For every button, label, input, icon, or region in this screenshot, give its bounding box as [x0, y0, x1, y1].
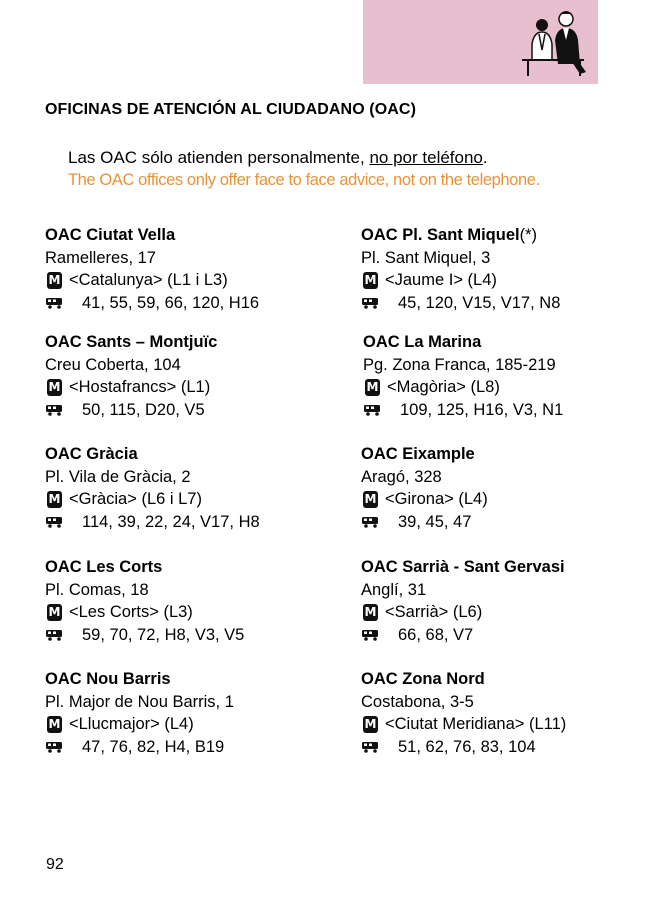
office-name: OAC Sarrià - Sant Gervasi — [361, 558, 565, 576]
metro-icon: M — [364, 273, 377, 287]
bus-row — [361, 292, 651, 315]
office-name-row — [45, 556, 335, 579]
office-address: Pl. Sant Miquel, 3 — [361, 248, 491, 267]
bus-lines: 51, 62, 76, 83, 104 — [398, 737, 536, 756]
metro-row — [45, 376, 335, 399]
bus-row — [45, 511, 335, 534]
office-name: OAC Zona Nord — [361, 670, 485, 688]
office-name: OAC Pl. Sant Miquel — [361, 226, 520, 244]
office-name: OAC Sants – Montjuïc — [45, 333, 218, 351]
office-block — [361, 443, 651, 533]
office-name: OAC Eixample — [361, 445, 475, 463]
bus-icon — [361, 516, 381, 528]
metro-station: <Sarrià> (L6) — [385, 603, 483, 621]
intro-spanish-suffix: . — [482, 148, 488, 167]
intro-spanish — [68, 148, 488, 168]
people-at-desk-illustration — [522, 10, 592, 78]
office-name: OAC La Marina — [363, 333, 482, 351]
bus-lines: 59, 70, 72, H8, V3, V5 — [82, 625, 245, 644]
office-name: OAC Gràcia — [45, 445, 138, 463]
bus-row — [45, 399, 335, 422]
office-name-row — [361, 224, 651, 247]
bus-lines: 45, 120, V15, V17, N8 — [398, 293, 561, 312]
metro-icon: M — [364, 605, 377, 619]
metro-icon: M — [48, 273, 61, 287]
office-block — [45, 443, 335, 533]
metro-icon: M — [364, 492, 377, 506]
metro-row — [45, 713, 335, 736]
metro-row — [361, 269, 651, 292]
metro-icon: M — [364, 717, 377, 731]
office-address: Pl. Major de Nou Barris, 1 — [45, 692, 234, 711]
office-name: OAC Ciutat Vella — [45, 226, 176, 244]
office-name: OAC Nou Barris — [45, 670, 171, 688]
office-name-row — [361, 443, 651, 466]
metro-icon: M — [48, 492, 61, 506]
office-name-row — [363, 331, 653, 354]
office-block — [361, 668, 651, 758]
metro-icon: M — [48, 605, 61, 619]
office-block — [363, 331, 653, 421]
intro-spanish-text: Las OAC sólo atienden personalmente, — [68, 148, 370, 167]
office-block — [45, 556, 335, 646]
bus-icon — [45, 516, 65, 528]
office-name-row — [45, 224, 335, 247]
metro-station: <Catalunya> (L1 i L3) — [69, 271, 228, 289]
bus-lines: 114, 39, 22, 24, V17, H8 — [82, 512, 260, 531]
bus-lines: 109, 125, H16, V3, N1 — [400, 400, 564, 419]
office-name: OAC Les Corts — [45, 558, 163, 576]
bus-icon — [363, 404, 383, 416]
metro-station: <Hostafrancs> (L1) — [69, 378, 211, 396]
metro-row — [361, 601, 651, 624]
metro-row — [45, 601, 335, 624]
bus-lines: 66, 68, V7 — [398, 625, 474, 644]
office-block — [45, 224, 335, 314]
office-address: Aragó, 328 — [361, 467, 442, 486]
office-address: Pl. Comas, 18 — [45, 580, 149, 599]
office-name-row — [45, 668, 335, 691]
bus-row — [45, 292, 335, 315]
metro-station: <Les Corts> (L3) — [69, 603, 193, 621]
metro-station: <Magòria> (L8) — [387, 378, 500, 396]
page-title: OFICINAS DE ATENCIÓN AL CIUDADANO (OAC) — [45, 101, 417, 118]
metro-icon: M — [48, 717, 61, 731]
office-block — [45, 668, 335, 758]
bus-row — [361, 511, 651, 534]
office-name-row — [45, 443, 335, 466]
bus-lines: 50, 115, D20, V5 — [82, 400, 205, 419]
office-address: Creu Coberta, 104 — [45, 355, 181, 374]
bus-row — [363, 399, 653, 422]
bus-icon — [45, 741, 65, 753]
metro-station: <Gràcia> (L6 i L7) — [69, 490, 202, 508]
bus-lines: 39, 45, 47 — [398, 512, 472, 531]
metro-row — [363, 376, 653, 399]
office-address: Costabona, 3-5 — [361, 692, 474, 711]
metro-row — [45, 269, 335, 292]
office-address: Anglí, 31 — [361, 580, 427, 599]
bus-row — [45, 736, 335, 759]
metro-station: <Girona> (L4) — [385, 490, 488, 508]
bus-icon — [361, 741, 381, 753]
bus-row — [361, 736, 651, 759]
metro-row — [361, 713, 651, 736]
office-address: Pg. Zona Franca, 185-219 — [363, 355, 556, 374]
bus-icon — [361, 629, 381, 641]
metro-icon: M — [48, 380, 61, 394]
bus-row — [45, 624, 335, 647]
bus-icon — [45, 297, 65, 309]
metro-row — [45, 488, 335, 511]
bus-row — [361, 624, 651, 647]
metro-station: <Ciutat Meridiana> (L11) — [385, 715, 567, 733]
metro-station: <Jaume I> (L4) — [385, 271, 497, 289]
metro-row — [361, 488, 651, 511]
intro-english: The OAC offices only offer face to face advice, not on the telephone. — [68, 171, 540, 189]
office-note: (*) — [519, 226, 538, 244]
office-address: Pl. Vila de Gràcia, 2 — [45, 467, 191, 486]
metro-station: <Llucmajor> (L4) — [69, 715, 194, 733]
page-number: 92 — [46, 856, 64, 873]
bus-icon — [45, 404, 65, 416]
office-block — [361, 556, 651, 646]
office-name-row — [361, 556, 651, 579]
office-name-row — [45, 331, 335, 354]
bus-icon — [45, 629, 65, 641]
office-name-row — [361, 668, 651, 691]
office-block — [361, 224, 651, 314]
office-block — [45, 331, 335, 421]
metro-icon: M — [366, 380, 379, 394]
bus-icon — [361, 297, 381, 309]
office-address: Ramelleres, 17 — [45, 248, 156, 267]
bus-lines: 41, 55, 59, 66, 120, H16 — [82, 293, 260, 312]
bus-lines: 47, 76, 82, H4, B19 — [82, 737, 225, 756]
intro-spanish-underlined: no por teléfono — [369, 148, 483, 167]
